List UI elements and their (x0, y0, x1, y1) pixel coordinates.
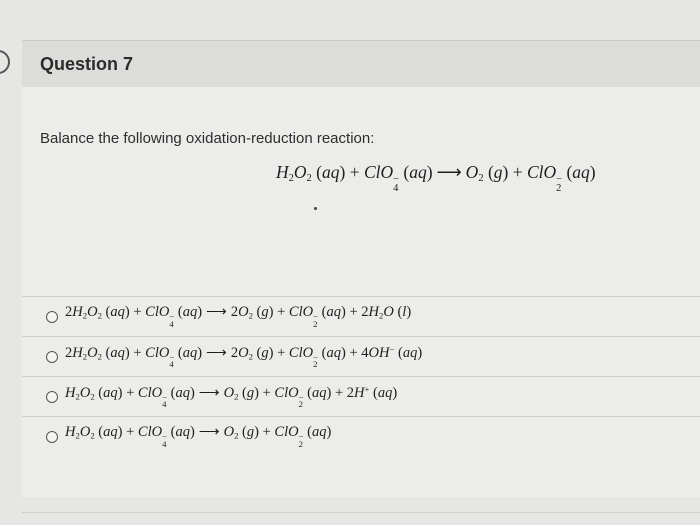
answer-option-label: 2H2O2 (aq) + ClO − 4 (aq) ⟶ 2O2 (g) + ClO − 2 (aq) + 4OH− (aq) (65, 343, 423, 370)
radio-button-icon[interactable] (46, 431, 58, 443)
question-title: Question 7 (40, 54, 134, 74)
radio-button-icon[interactable] (46, 311, 58, 323)
reaction-equation: H2O2 (aq) + ClO − 4 (aq) ⟶ O2 (g) + ClO − 2 (aq) (276, 162, 596, 195)
radio-button-icon[interactable] (46, 391, 58, 403)
answer-option-4[interactable] (22, 416, 700, 456)
answer-option-label: 2H2O2 (aq) + ClO − 4 (aq) ⟶ 2O2 (g) + ClO − 2 (aq) + 2H2O (l) (65, 304, 412, 330)
answer-option-3[interactable] (22, 376, 700, 416)
question-prompt: Balance the following oxidation-reduction reaction: (40, 130, 375, 147)
answer-option-1[interactable] (22, 296, 700, 336)
answer-option-2[interactable] (22, 336, 700, 376)
answer-option-label: H2O2 (aq) + ClO − 4 (aq) ⟶ O2 (g) + ClO − 2 (aq) + 2H+ (aq) (65, 383, 398, 410)
stray-dot (314, 207, 317, 210)
divider (22, 512, 700, 513)
answer-option-label: H2O2 (aq) + ClO − 4 (aq) ⟶ O2 (g) + ClO − 2 (aq) (65, 424, 332, 450)
nav-back-icon[interactable] (0, 50, 10, 74)
radio-button-icon[interactable] (46, 351, 58, 363)
